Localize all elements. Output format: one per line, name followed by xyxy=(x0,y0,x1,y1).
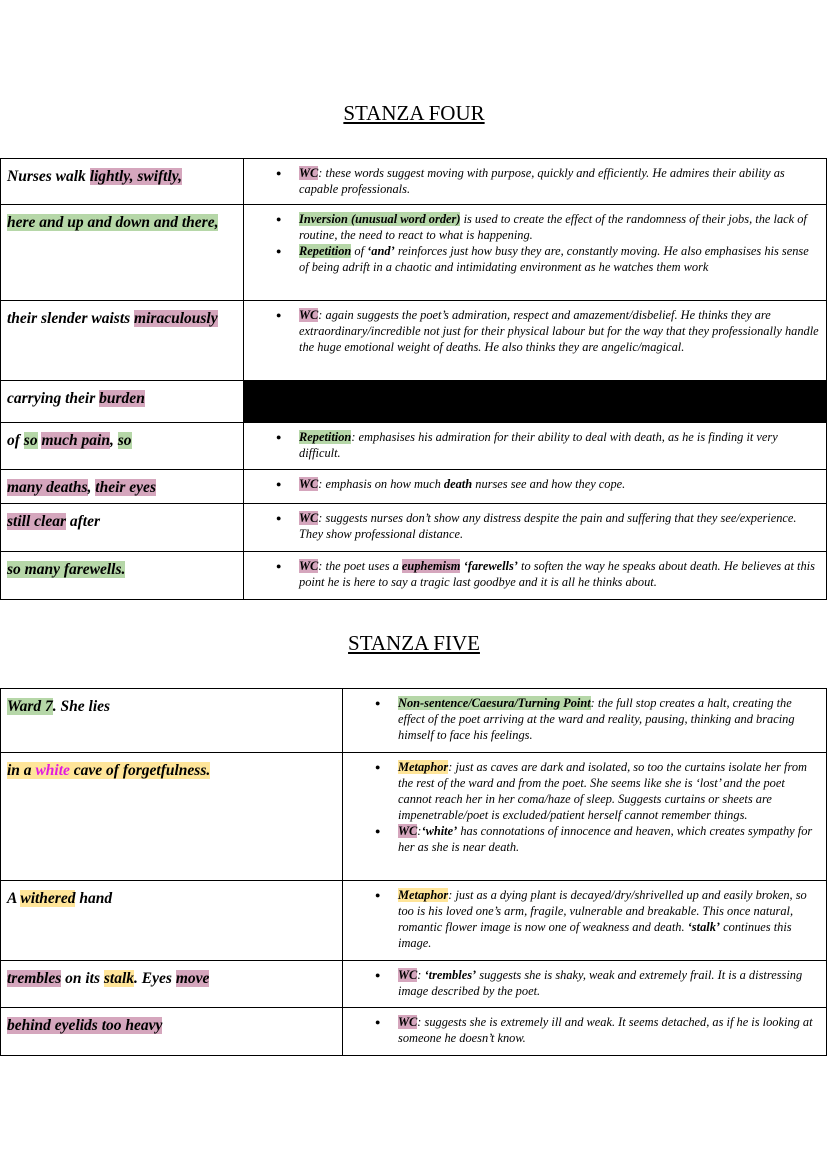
annotation-bullet xyxy=(398,824,820,856)
text-segment: A xyxy=(7,890,21,907)
annotation-cell xyxy=(244,159,827,205)
annotation-bullet xyxy=(398,696,820,744)
text-segment: : emphasis on how much xyxy=(318,477,444,491)
text-segment: behind eyelids too heavy xyxy=(7,1017,163,1034)
text-segment: carrying their xyxy=(7,390,100,407)
annotation-cell xyxy=(343,1008,827,1056)
annotation-bullet xyxy=(299,212,820,244)
text-segment: ‘trembles’ xyxy=(424,968,477,982)
text-segment: : these words suggest moving with purpose, quickly and efficiently. He admires their ability as capable professionals. xyxy=(299,166,785,196)
poem-line-cell xyxy=(1,753,343,881)
text-segment: WC xyxy=(398,823,418,838)
text-segment: of xyxy=(351,243,368,258)
table-row xyxy=(1,881,827,961)
text-segment: : the poet uses a xyxy=(318,559,402,573)
annotation-bullet xyxy=(398,760,820,824)
text-segment: in a xyxy=(7,762,36,779)
text-segment: : suggests nurses don’t show any distress despite the pain and suffering that they see/experience. They show professional distance. xyxy=(299,511,797,541)
annotation-bullet xyxy=(299,477,820,493)
text-segment: WC xyxy=(299,308,319,322)
annotation-bullet xyxy=(398,888,820,952)
text-segment: : emphasises his admiration for their ability to deal with death, as he is finding it very difficult. xyxy=(299,430,778,460)
poem-line-cell xyxy=(1,381,244,423)
annotation-cell xyxy=(343,753,827,881)
annotation-list xyxy=(244,212,820,276)
poem-line-cell xyxy=(1,881,343,961)
text-segment: WC xyxy=(398,968,418,982)
poem-line-cell xyxy=(1,301,244,381)
text-segment: white xyxy=(35,762,70,779)
text-segment: WC xyxy=(398,1015,418,1029)
text-segment: Non-sentence/Caesura/Turning Point xyxy=(398,696,591,710)
table-row xyxy=(1,301,827,381)
annotation-cell xyxy=(244,423,827,470)
text-segment: suggests she is shaky, weak and extremely frail. It is a distressing image described by the poet. xyxy=(398,968,803,998)
text-segment: their eyes xyxy=(95,479,156,496)
text-segment: so xyxy=(23,432,38,449)
annotation-bullet xyxy=(299,430,820,462)
annotation-list xyxy=(343,1015,820,1047)
text-segment: . Eyes xyxy=(134,970,176,987)
text-segment: is used to create the effect of the randomness of their jobs, the lack of routine, the need to react to what is happening. xyxy=(299,212,807,242)
poem-line-cell xyxy=(1,689,343,753)
text-segment: move xyxy=(175,970,210,987)
annotation-cell xyxy=(244,301,827,381)
text-segment: withered xyxy=(20,890,76,907)
text-segment: Inversion (unusual word order) xyxy=(299,212,461,226)
text-segment: WC xyxy=(299,511,319,525)
stanza-four-table xyxy=(0,158,827,600)
poem-line-cell xyxy=(1,961,343,1008)
annotation-bullet xyxy=(299,166,820,198)
annotation-cell xyxy=(343,689,827,753)
text-segment: Ward 7 xyxy=(7,698,53,715)
text-segment: after xyxy=(65,513,100,530)
text-segment: WC xyxy=(299,477,319,491)
annotation-list xyxy=(244,559,820,591)
text-segment: ‘stalk’ xyxy=(687,919,721,934)
text-segment: Repetition xyxy=(299,430,352,444)
text-segment: still clear xyxy=(7,513,66,530)
annotation-list xyxy=(343,760,820,855)
text-segment: Repetition xyxy=(299,243,352,258)
text-segment: . She lies xyxy=(52,698,111,715)
text-segment: hand xyxy=(75,890,113,907)
table-row xyxy=(1,205,827,301)
text-segment: WC xyxy=(299,559,319,573)
text-segment: burden xyxy=(99,390,145,407)
text-segment: much pain xyxy=(41,432,110,449)
table-row xyxy=(1,159,827,205)
text-segment: trembles xyxy=(7,970,62,987)
annotation-bullet xyxy=(299,559,820,591)
table-row xyxy=(1,689,827,753)
text-segment: : xyxy=(417,968,425,982)
table-row xyxy=(1,552,827,600)
table-row xyxy=(1,753,827,881)
annotation-bullet xyxy=(299,244,820,276)
text-segment: miraculously xyxy=(134,310,218,327)
annotation-cell xyxy=(244,552,827,600)
annotation-list xyxy=(244,511,820,543)
annotation-cell xyxy=(244,205,827,301)
text-segment: ‘and’ xyxy=(367,243,395,258)
text-segment: ‘farewells’ xyxy=(463,559,518,573)
text-segment: many deaths xyxy=(7,479,88,496)
text-segment: Nurses walk xyxy=(7,168,90,185)
annotation-list xyxy=(244,430,820,462)
text-segment: of xyxy=(7,432,24,449)
table-row xyxy=(1,423,827,470)
annotation-cell xyxy=(343,961,827,1008)
text-segment: nurses see and how they cope. xyxy=(472,477,626,491)
poem-line-cell xyxy=(1,205,244,301)
annotation-cell xyxy=(244,504,827,552)
text-segment: cave of forgetfulness. xyxy=(69,762,211,779)
poem-line-cell xyxy=(1,504,244,552)
poem-line-cell xyxy=(1,552,244,600)
text-segment: Metaphor xyxy=(398,760,449,774)
annotation-bullet xyxy=(398,968,820,1000)
poem-line-cell xyxy=(1,423,244,470)
text-segment: on its xyxy=(61,970,104,987)
text-segment: , xyxy=(109,432,118,449)
text-segment: here and up and down and there, xyxy=(7,214,219,231)
text-segment: has connotations of innocence and heaven, which creates sympathy for her as she is near death. xyxy=(398,823,813,854)
annotation-list xyxy=(343,888,820,952)
text-segment: : suggests she is extremely ill and weak. It seems detached, as if he is looking at someone he doesn’t know. xyxy=(398,1015,813,1045)
text-segment: Metaphor xyxy=(398,888,449,902)
text-segment: so many farewells. xyxy=(7,561,126,578)
table-row xyxy=(1,381,827,423)
text-segment: : just as caves are dark and isolated, so too the curtains isolate her from the rest of the ward and from the poet. She seems like she is ‘lost’ and the poet cannot reach her in her coma/haze of sleep. Suggests curtains or sheets are impenetrable/poet is excluded/patient herself cannot remember things. xyxy=(398,760,807,822)
text-segment: so xyxy=(117,432,132,449)
text-segment: : xyxy=(417,823,422,838)
stanza-five-table xyxy=(0,688,827,1056)
table-row xyxy=(1,470,827,504)
annotation-bullet xyxy=(299,511,820,543)
text-segment: reinforces just how busy they are, constantly moving. He also emphasises his sense of being adrift in a chaotic and intimidating environment as he watches them work xyxy=(299,243,809,274)
text-segment: stalk xyxy=(103,970,135,987)
annotation-cell xyxy=(343,881,827,961)
table-row xyxy=(1,961,827,1008)
poem-line-cell xyxy=(1,159,244,205)
table-row xyxy=(1,504,827,552)
table-row xyxy=(1,1008,827,1056)
annotation-list xyxy=(343,968,820,1000)
text-segment: lightly, swiftly, xyxy=(89,168,182,185)
text-segment: ‘white’ xyxy=(421,823,458,838)
stanza-five-title: STANZA FIVE xyxy=(348,631,480,655)
text-segment: to soften the way he speaks about death. He believes at this point he is here to say a tragic last goodbye and it is all he thinks about. xyxy=(299,559,815,589)
annotation-bullet xyxy=(299,308,820,356)
annotation-list xyxy=(244,166,820,198)
text-segment: WC xyxy=(299,166,319,180)
text-segment: their slender waists xyxy=(7,310,135,327)
text-segment: death xyxy=(443,477,473,491)
text-segment: , xyxy=(87,479,96,496)
poem-line-cell xyxy=(1,470,244,504)
poem-line-cell xyxy=(1,1008,343,1056)
text-segment: euphemism xyxy=(401,559,461,573)
annotation-bullet xyxy=(398,1015,820,1047)
annotation-cell xyxy=(244,470,827,504)
redacted-annotation-cell xyxy=(244,381,827,423)
text-segment: : the full stop creates a halt, creating the effect of the poet arriving at the ward and reality, pausing, thinking and bracing himself to face his feelings. xyxy=(398,696,795,742)
text-segment: : again suggests the poet’s admiration, respect and amazement/disbelief. He thinks they are extraordinary/incredible not just for their physical labour but for the way that they professionally handle the huge emotional weight of deaths. He also thinks they are angelic/magical. xyxy=(299,308,819,354)
text-segment: : just as a dying plant is decayed/dry/shrivelled up and easily broken, so too is his loved one’s arm, fragile, vulnerable and breakable. This once natural, romantic flower image is now one of weakness and death. xyxy=(398,888,807,934)
text-segment: continues this image. xyxy=(398,919,792,950)
stanza-four-title: STANZA FOUR xyxy=(343,101,485,125)
annotation-list xyxy=(244,477,820,493)
annotation-list xyxy=(244,308,820,356)
annotation-list xyxy=(343,696,820,744)
